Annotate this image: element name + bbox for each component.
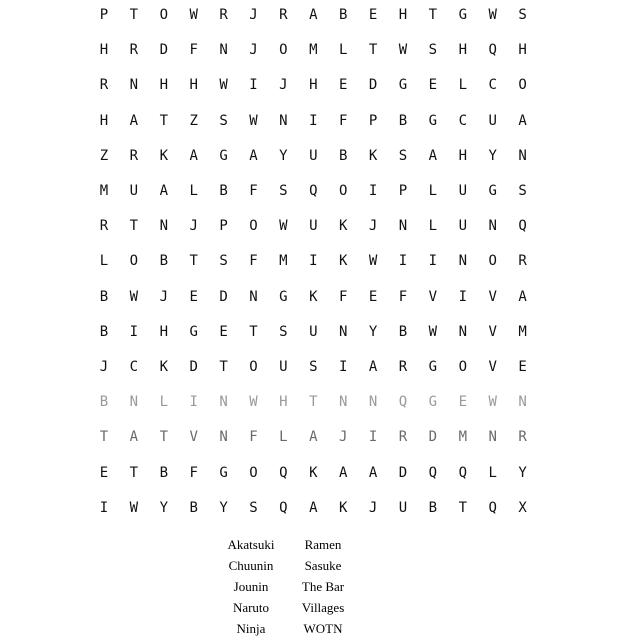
grid-letter: N: [219, 394, 228, 411]
grid-letter: S: [428, 42, 438, 59]
grid-letter: N: [338, 323, 348, 340]
grid-letter: U: [458, 183, 468, 199]
grid-letter: M: [518, 323, 527, 340]
grid-letter: K: [338, 218, 348, 235]
grid-letter: Q: [488, 42, 497, 59]
grid-letter: V: [428, 288, 438, 305]
grid-letter: W: [219, 77, 228, 94]
grid-letter: S: [279, 183, 288, 199]
grid-letter: O: [338, 183, 348, 199]
grid-letter: Y: [368, 323, 378, 340]
grid-letter: M: [99, 183, 109, 199]
grid-letter: B: [99, 323, 109, 340]
grid-letter: Q: [398, 394, 408, 411]
grid-letter: N: [488, 218, 497, 235]
grid-letter: T: [428, 7, 438, 23]
grid-letter: Y: [279, 147, 288, 164]
grid-letter: N: [398, 218, 408, 235]
grid-letter: B: [398, 323, 408, 340]
grid-letter: J: [368, 218, 378, 235]
grid-letter: Q: [488, 499, 497, 516]
grid-letter: T: [458, 499, 468, 516]
grid-letter: M: [279, 253, 288, 270]
grid-letter: Q: [279, 464, 288, 481]
grid-letter: G: [219, 147, 228, 164]
grid-letter: F: [249, 253, 258, 270]
grid-letter: T: [368, 42, 378, 59]
grid-letter: P: [398, 183, 408, 199]
grid-letter: A: [428, 147, 438, 164]
word-item: Villages: [301, 600, 345, 615]
grid-letter: P: [99, 7, 109, 23]
grid-letter: W: [189, 7, 198, 23]
grid-letter: L: [189, 183, 198, 199]
grid-letter: S: [279, 323, 288, 340]
grid-letter: N: [129, 77, 139, 94]
grid-letter: H: [518, 42, 527, 59]
grid-letter: K: [338, 499, 348, 516]
grid-letter: L: [99, 253, 109, 270]
grid-letter: F: [249, 183, 258, 199]
grid-letter: J: [189, 218, 198, 235]
grid-letter: Y: [488, 147, 497, 164]
grid-letter: N: [279, 112, 288, 129]
grid-letter: O: [458, 359, 468, 375]
grid-letter: J: [249, 7, 258, 23]
grid-letter: N: [129, 394, 139, 411]
grid-letter: A: [368, 464, 378, 481]
grid-letter: N: [338, 394, 348, 411]
grid-letter: B: [338, 147, 348, 164]
grid-letter: W: [129, 499, 139, 516]
grid-letter: S: [219, 253, 228, 270]
grid-letter: R: [518, 429, 527, 446]
grid-letter: O: [249, 464, 258, 481]
grid-letter: N: [219, 42, 228, 59]
grid-letter: S: [219, 112, 228, 129]
grid-letter: W: [428, 323, 438, 340]
word-list-left: [218, 534, 284, 639]
grid-letter: E: [338, 77, 348, 94]
grid-letter: E: [219, 323, 228, 340]
grid-letter: I: [338, 359, 348, 375]
grid-letter: R: [129, 147, 139, 164]
grid-letter: D: [398, 464, 408, 481]
grid-letter: F: [338, 112, 348, 129]
grid-letter: K: [159, 359, 169, 375]
grid-letter: A: [518, 112, 527, 129]
grid-letter: D: [189, 359, 198, 375]
grid-letter: S: [518, 183, 527, 199]
grid-letter: W: [279, 218, 288, 235]
grid-letter: M: [309, 42, 318, 59]
grid-letter: U: [488, 112, 497, 129]
grid-letter: V: [189, 429, 198, 446]
grid-letter: E: [428, 77, 438, 94]
grid-letter: B: [99, 288, 109, 305]
grid-letter: O: [279, 42, 288, 59]
grid-letter: G: [428, 359, 438, 375]
grid-letter: B: [189, 499, 198, 516]
grid-letter: B: [99, 394, 109, 411]
grid-letter: H: [99, 112, 109, 129]
grid-letter: U: [398, 499, 408, 516]
grid-letter: R: [398, 429, 408, 446]
grid-letter: H: [458, 42, 468, 59]
grid-letter: G: [428, 112, 438, 129]
grid-letter: G: [279, 288, 288, 305]
grid-letter: N: [518, 147, 527, 164]
grid-letter: W: [488, 394, 497, 411]
grid-letter: S: [398, 147, 408, 164]
grid-letter: Q: [518, 218, 527, 235]
word-item: Chuunin: [228, 558, 274, 573]
word-item: Ramen: [304, 537, 342, 552]
grid-letter: K: [159, 147, 169, 164]
grid-letter: N: [368, 394, 378, 411]
grid-letter: E: [189, 288, 198, 305]
grid-letter: I: [309, 112, 318, 129]
grid-letter: Z: [99, 147, 109, 164]
grid-letter: A: [249, 147, 258, 164]
grid-letter: I: [428, 253, 438, 270]
grid-letter: T: [309, 394, 318, 411]
grid-letter: I: [309, 253, 318, 270]
grid-letter: B: [338, 7, 348, 23]
grid-letter: U: [309, 147, 318, 164]
grid-letter: U: [309, 323, 318, 340]
grid-letter: O: [159, 7, 169, 23]
grid-letter: Y: [518, 464, 527, 481]
grid-letter: N: [249, 288, 258, 305]
grid-letter: E: [368, 288, 378, 305]
grid-letter: T: [159, 112, 169, 129]
grid-letter: I: [129, 323, 139, 340]
grid-letter: E: [99, 464, 109, 481]
grid-letter: B: [159, 464, 169, 481]
grid-letter: S: [249, 499, 258, 516]
grid-letter: T: [129, 7, 139, 23]
grid-letter: U: [458, 218, 468, 235]
grid-letter: L: [338, 42, 348, 59]
grid-letter: R: [279, 7, 288, 23]
grid-letter: J: [368, 499, 378, 516]
grid-letter: Q: [309, 183, 318, 199]
grid-letter: H: [159, 77, 169, 94]
word-item: The Bar: [301, 579, 345, 594]
grid-letter: G: [189, 323, 198, 340]
grid-letter: A: [129, 429, 139, 446]
grid-letter: F: [338, 288, 348, 305]
grid-letter: G: [219, 464, 228, 481]
grid-letter: B: [398, 112, 408, 129]
grid-letter: K: [368, 147, 378, 164]
grid-letter: V: [488, 323, 497, 340]
grid-letter: L: [458, 77, 468, 94]
grid-letter: E: [518, 359, 527, 375]
grid-letter: D: [159, 42, 169, 59]
grid-letter: H: [398, 7, 408, 23]
grid-letter: F: [249, 429, 258, 446]
grid-letter: L: [428, 183, 438, 199]
grid-letter: R: [99, 77, 109, 94]
grid-letter: W: [249, 112, 258, 129]
grid-letter: D: [219, 288, 228, 305]
grid-letter: L: [488, 464, 497, 481]
grid-letter: H: [159, 323, 169, 340]
grid-letter: Y: [219, 499, 228, 516]
grid-letter: U: [279, 359, 288, 375]
grid-letter: N: [458, 253, 468, 270]
grid-letter: D: [368, 77, 378, 94]
word-item: Sasuke: [304, 558, 342, 573]
grid-letter: O: [249, 359, 258, 375]
grid-letter: N: [159, 218, 169, 235]
grid-letter: R: [99, 218, 109, 235]
grid-letter: N: [458, 323, 468, 340]
grid-letter: T: [99, 429, 109, 446]
grid-letter: O: [488, 253, 497, 270]
grid-letter: Z: [189, 112, 198, 129]
grid-letter: I: [368, 183, 378, 199]
grid-letter: R: [398, 359, 408, 375]
grid-letter: H: [309, 77, 318, 94]
grid-letter: A: [129, 112, 139, 129]
grid-letter: A: [518, 288, 527, 305]
grid-letter: A: [309, 499, 318, 516]
grid-letter: H: [458, 147, 468, 164]
grid-letter: N: [488, 429, 497, 446]
grid-letter: B: [219, 183, 228, 199]
grid-letter: K: [309, 288, 318, 305]
grid-letter: L: [428, 218, 438, 235]
grid-letter: O: [129, 253, 139, 270]
grid-letter: P: [219, 218, 228, 235]
grid-letter: C: [488, 77, 497, 94]
grid-letter: J: [249, 42, 258, 59]
grid-letter: V: [488, 288, 497, 305]
grid-letter: V: [488, 359, 497, 375]
grid-letter: P: [368, 112, 378, 129]
grid-letter: C: [129, 359, 139, 375]
grid-letter: D: [428, 429, 438, 446]
grid-letter: I: [458, 288, 468, 305]
grid-letter: I: [249, 77, 258, 94]
grid-letter: A: [159, 183, 169, 199]
grid-letter: J: [159, 288, 169, 305]
grid-letter: J: [99, 359, 109, 375]
grid-letter: W: [488, 7, 497, 23]
word-list-right: [292, 534, 354, 639]
grid-letter: S: [309, 359, 318, 375]
grid-letter: T: [129, 218, 139, 235]
word-item: Jounin: [233, 579, 269, 594]
grid-letter: B: [428, 499, 438, 516]
grid-letter: E: [368, 7, 378, 23]
grid-letter: E: [458, 394, 468, 411]
grid-letter: I: [99, 499, 109, 516]
grid-letter: T: [189, 253, 198, 270]
grid-letter: R: [518, 253, 527, 270]
grid-letter: L: [279, 429, 288, 446]
grid-letter: R: [219, 7, 228, 23]
grid-letter: G: [458, 7, 468, 23]
grid-letter: N: [219, 429, 228, 446]
grid-letter: Y: [159, 499, 169, 516]
grid-letter: T: [129, 464, 139, 481]
grid-letter: U: [129, 183, 139, 199]
grid-letter: U: [309, 218, 318, 235]
grid-letter: T: [159, 429, 169, 446]
grid-letter: I: [398, 253, 408, 270]
grid-letter: B: [159, 253, 169, 270]
grid-letter: K: [309, 464, 318, 481]
grid-letter: M: [458, 429, 468, 446]
grid-letter: O: [518, 77, 527, 94]
grid-letter: R: [129, 42, 139, 59]
grid-letter: Q: [428, 464, 438, 481]
word-item: Naruto: [232, 600, 270, 615]
grid-letter: A: [309, 7, 318, 23]
grid-letter: T: [249, 323, 258, 340]
grid-letter: G: [398, 77, 408, 94]
grid-letter: W: [368, 253, 378, 270]
word-item: Ninja: [236, 621, 266, 636]
grid-letter: F: [398, 288, 408, 305]
grid-letter: W: [398, 42, 408, 59]
word-item: WOTN: [303, 621, 343, 636]
grid-letter: H: [189, 77, 198, 94]
grid-letter: I: [368, 429, 378, 446]
grid-letter: A: [368, 359, 378, 375]
grid-letter: A: [189, 147, 198, 164]
grid-letter: J: [279, 77, 288, 94]
grid-letter: K: [338, 253, 348, 270]
grid-letter: A: [309, 429, 318, 446]
grid-letter: Q: [279, 499, 288, 516]
grid-letter: N: [518, 394, 527, 411]
grid-letter: C: [458, 112, 468, 129]
grid-letter: W: [249, 394, 258, 411]
word-item: Akatsuki: [227, 537, 275, 552]
grid-letter: L: [159, 394, 169, 411]
grid-letter: I: [189, 394, 198, 411]
grid-letter: F: [189, 464, 198, 481]
grid-letter: T: [219, 359, 228, 375]
grid-letter: O: [249, 218, 258, 235]
grid-letter: F: [189, 42, 198, 59]
grid-letter: Q: [458, 464, 468, 481]
grid-letter: J: [338, 429, 348, 446]
grid-letter: G: [488, 183, 497, 199]
grid-letter: X: [518, 499, 527, 516]
grid-letter: G: [428, 394, 438, 411]
grid-letter: A: [338, 464, 348, 481]
grid-letter: H: [279, 394, 288, 411]
grid-letter: W: [129, 288, 139, 305]
grid-letter: H: [99, 42, 109, 59]
grid-letter: S: [518, 7, 527, 23]
